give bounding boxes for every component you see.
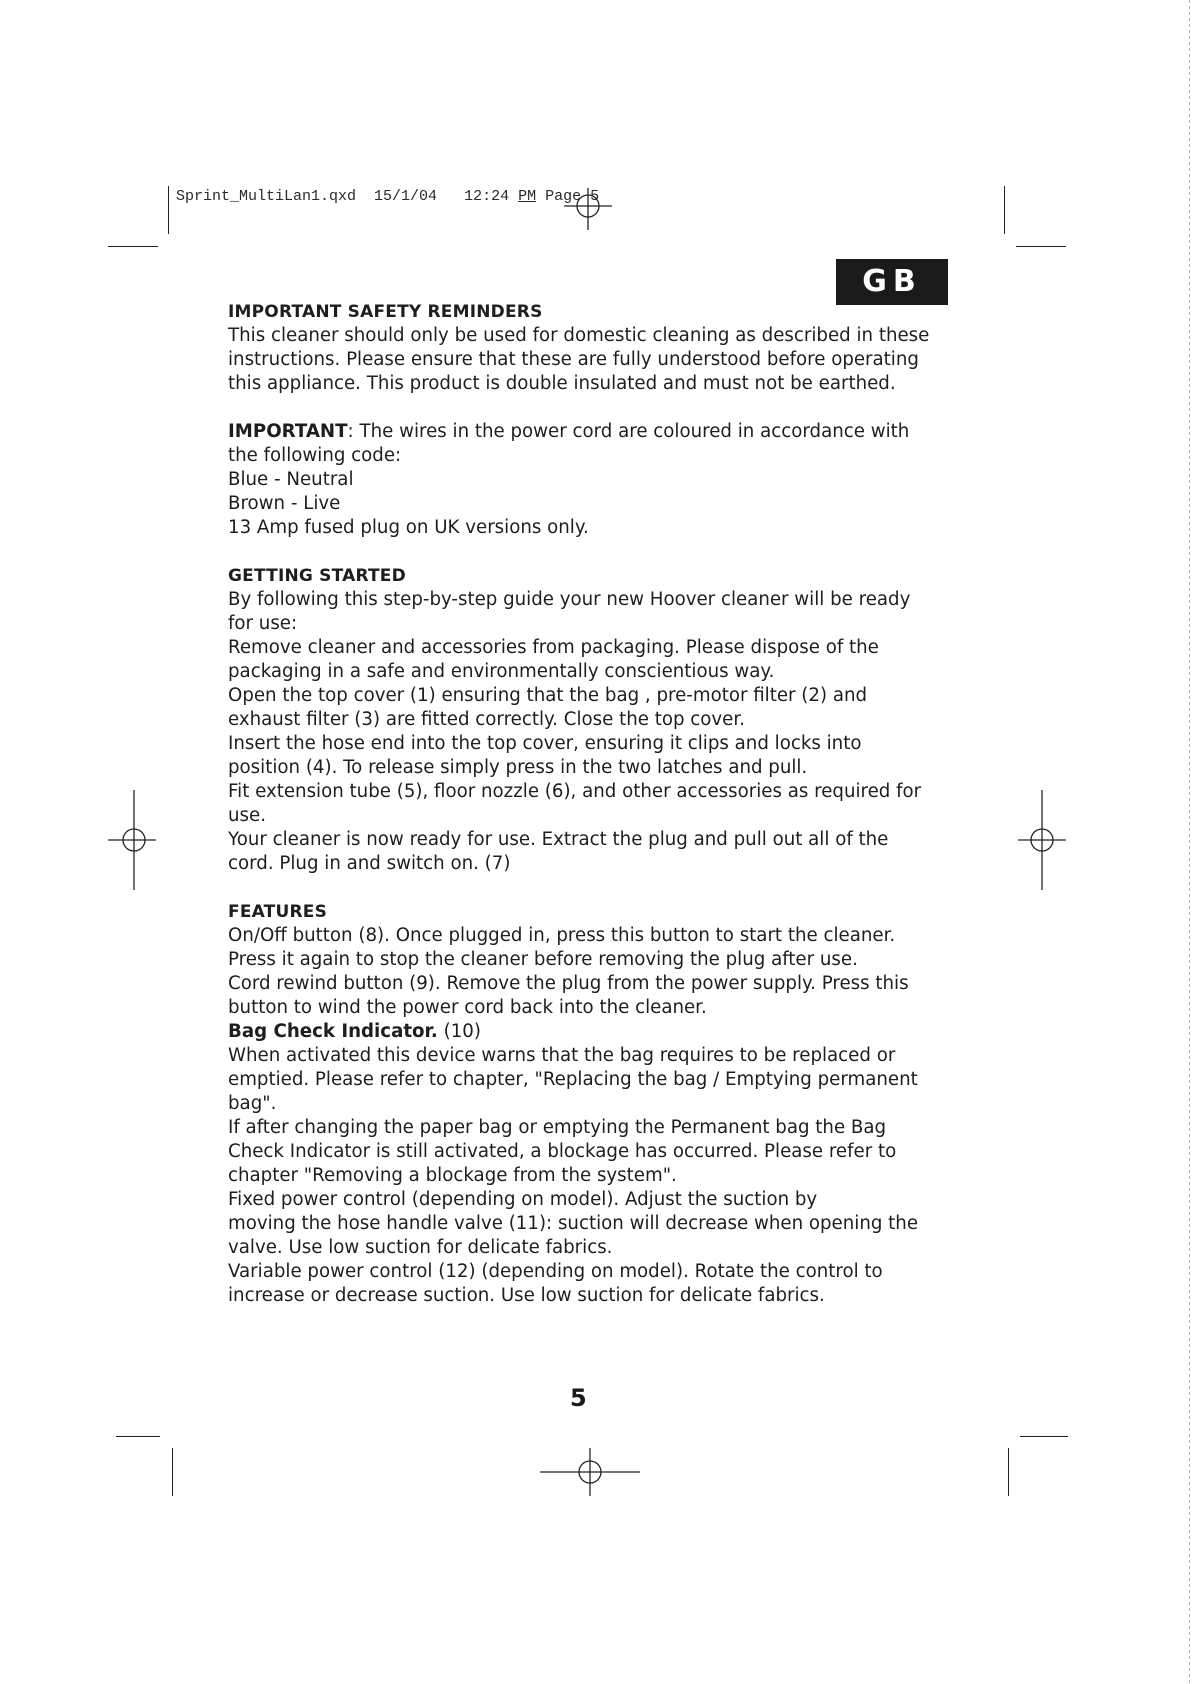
important-line: 13 Amp fused plug on UK versions only. [228,517,589,538]
page-number: 5 [570,1384,587,1412]
safety-line: This cleaner should only be used for domestic cleaning as described in these [228,325,930,346]
crop-mark-top-left-h [108,246,158,247]
getting-started-line: use. [228,805,266,826]
getting-started-heading: GETTING STARTED [228,566,406,586]
features-line: Check Indicator is still activated, a blockage has occurred. Please refer to [228,1141,897,1162]
features-line: button to wind the power cord back into the cleaner. [228,997,707,1018]
page-content [228,300,968,1308]
bag-check-line [228,1020,968,1044]
getting-started-line: packaging in a safe and environmentally conscientious way. [228,661,775,682]
crop-mark-bottom-left-h [116,1436,160,1437]
safety-heading: IMPORTANT SAFETY REMINDERS [228,302,543,322]
important-label: IMPORTANT [228,421,348,442]
features-heading: FEATURES [228,902,328,922]
getting-started-line: exhaust filter (3) are fitted correctly. Close the top cover. [228,709,745,730]
bag-check-suffix: (10) [437,1021,481,1042]
getting-started-line: Your cleaner is now ready for use. Extract the plug and pull out all of the [228,829,889,850]
features-line: emptied. Please refer to chapter, "Replacing the bag / Emptying permanent [228,1069,918,1090]
slug-page: Page 5 [545,188,600,205]
getting-started-line: for use: [228,613,298,634]
registration-mark-right [1018,790,1066,890]
registration-mark-top [564,182,612,230]
features-line: If after changing the paper bag or emptying the Permanent bag the Bag [228,1117,887,1138]
registration-mark-bottom [540,1448,640,1496]
important-line: Brown - Live [228,493,341,514]
getting-started-line: Remove cleaner and accessories from packaging. Please dispose of the [228,637,879,658]
features-line: moving the hose handle valve (11): suction will decrease when opening the [228,1213,919,1234]
slug-date: 15/1/04 [374,188,438,205]
features-line: Fixed power control (depending on model). Adjust the suction by [228,1189,818,1210]
getting-started-line: cord. Plug in and switch on. (7) [228,853,511,874]
crop-mark-top-left-v [168,186,169,234]
safety-line: instructions. Please ensure that these are fully understood before operating [228,349,919,370]
slug-time: 12:24 [464,188,510,205]
getting-started-line: Fit extension tube (5), floor nozzle (6), and other accessories as required for [228,781,922,802]
getting-started-line: Insert the hose end into the top cover, ensuring it clips and locks into [228,733,862,754]
features-line: Press it again to stop the cleaner before removing the plug after use. [228,949,858,970]
slug-ampm: PM [518,188,537,205]
registration-mark-left [108,790,156,890]
bag-check-label: Bag Check Indicator. [228,1021,438,1042]
crop-mark-top-right-v [1004,186,1005,234]
features-line: bag". [228,1093,277,1114]
safety-line: this appliance. This product is double insulated and must not be earthed. [228,373,896,394]
crop-mark-bottom-right-h [1020,1436,1068,1437]
features-line: Variable power control (12) (depending on model). Rotate the control to [228,1261,883,1282]
important-line: the following code: [228,445,402,466]
important-line: Blue - Neutral [228,469,354,490]
language-badge: GB [836,259,948,305]
print-slug [176,188,599,205]
important-line-rest: : The wires in the power cord are coloured in accordance with [347,421,910,442]
crop-mark-bottom-right-v [1008,1448,1009,1496]
getting-started-line: position (4). To release simply press in the two latches and pull. [228,757,808,778]
slug-filename: Sprint_MultiLan1.qxd [176,188,357,205]
features-line: chapter "Removing a blockage from the system". [228,1165,677,1186]
features-line: Cord rewind button (9). Remove the plug from the power supply. Press this [228,973,909,994]
getting-started-line: By following this step-by-step guide your new Hoover cleaner will be ready [228,589,911,610]
page-edge [1189,0,1190,1684]
features-line: increase or decrease suction. Use low suction for delicate fabrics. [228,1285,825,1306]
crop-mark-top-right-h [1016,246,1066,247]
features-line: valve. Use low suction for delicate fabrics. [228,1237,613,1258]
features-line: When activated this device warns that the bag requires to be replaced or [228,1045,896,1066]
features-line: On/Off button (8). Once plugged in, press this button to start the cleaner. [228,925,896,946]
getting-started-line: Open the top cover (1) ensuring that the bag , pre-motor filter (2) and [228,685,868,706]
important-line [228,420,968,444]
crop-mark-bottom-left-v [172,1448,173,1496]
